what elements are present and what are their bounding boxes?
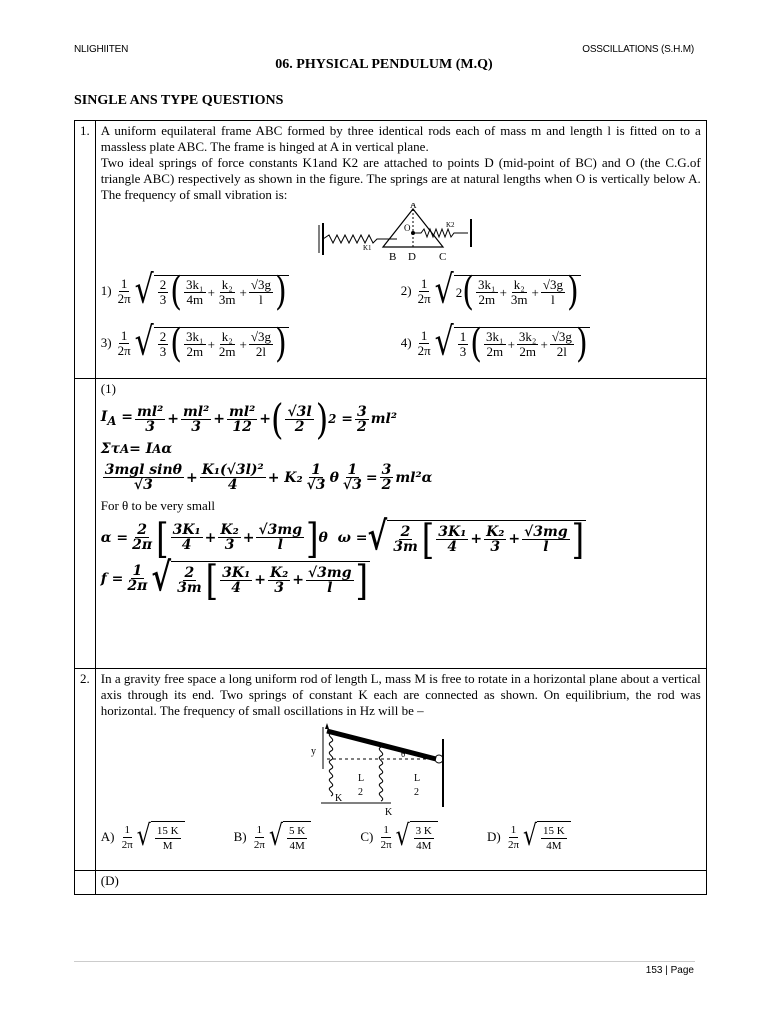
triangle-spring-figure bbox=[101, 203, 701, 263]
header-right: OSSCILLATIONS (S.H.M) bbox=[582, 44, 694, 55]
option-b: B) $\frac{1}{2\pi}$ √ $\frac{5 K}{4M}$ bbox=[234, 821, 312, 853]
footer-divider bbox=[74, 961, 695, 962]
label-l2: L bbox=[413, 773, 420, 784]
spring-k1 bbox=[323, 235, 397, 243]
label-a: A bbox=[409, 203, 417, 210]
label-b: B bbox=[388, 251, 397, 263]
label-k-left: K bbox=[334, 793, 342, 804]
answer-1: (1) bbox=[100, 381, 116, 396]
solution-line-4: For θ to be very small bbox=[100, 498, 215, 513]
questions-table bbox=[74, 120, 707, 895]
options-q1 bbox=[101, 265, 701, 369]
label-y: y bbox=[310, 746, 316, 757]
option-a: A) $\frac{1}{2\pi}$ √ $\frac{15 K}{M}$ bbox=[101, 821, 185, 853]
label-c: C bbox=[438, 251, 447, 263]
solution-line-2: Στ A = I A α bbox=[100, 441, 173, 457]
options-q2 bbox=[101, 821, 571, 853]
option-2: 2) $\frac{1}{2\pi}$ √ 2 ( $\frac{\text{3k₁}}{2m}$ + $\frac{\text{k₂}}{3m}$ + $\frac{√3g}{l}$ ) bbox=[400, 267, 579, 315]
page-title: 06. PHYSICAL PENDULUM (M.Q) bbox=[275, 57, 493, 72]
label-k-mid: K bbox=[384, 807, 392, 818]
label-theta: θ bbox=[400, 749, 406, 759]
label-two-2: 2 bbox=[413, 787, 419, 798]
solution-line-5: α = $\frac{2}{2\pi}$ [ $\frac{\text{3K₁}}{4}$ + $\frac{\text{K₂}}{3}$ + $\frac{√3mg}{l}$ ] θ ω = √ $\frac{2}{3m}$ [ $\frac{\text{3K₁}}{4}$ + $\frac{\text{K₂}}{3}$ + $\frac{√3mg}{l}$ ] bbox=[100, 512, 585, 564]
question-body bbox=[95, 669, 706, 871]
option-c: C) $\frac{1}{2\pi}$ √ $\frac{3 K}{4M}$ bbox=[360, 821, 438, 853]
answer-2: (D) bbox=[95, 871, 706, 895]
label-two-1: 2 bbox=[357, 787, 363, 798]
solution-line-1: $I_A$ = $\frac{\text{ml²}}{3}$ + $\frac{\text{ml²}}{3}$ + $\frac{\text{ml²}}{12}$ + ( $\frac{√3l}{2}$ ) 2 = $\frac{3}{2}$ ml² bbox=[100, 394, 397, 444]
section-title: SINGLE ANS TYPE QUESTIONS bbox=[74, 93, 284, 108]
spring-middle bbox=[379, 747, 382, 801]
solution-line-3: $\frac{\text{3mgl sinθ}}{√3}$ + $\frac{\text{K₁(√3l)²}}{4}$ + K₂ $\frac{1}{√3}$ θ $\frac{1}{√3}$ = $\frac{3}{2}$ ml²α bbox=[104, 462, 433, 493]
question-text: A uniform equilateral frame ABC formed by three identical rods each of mass m and length l is fitted on to a massless plate ABC. The frame is hinged at A in vertical plane. bbox=[100, 123, 701, 154]
label-d: D bbox=[407, 251, 416, 263]
question-row-1 bbox=[75, 121, 707, 379]
label-k1: K1 bbox=[362, 244, 372, 252]
header-left: NLIGHIITEN bbox=[74, 44, 129, 55]
solution-row-1 bbox=[75, 379, 707, 669]
rod-spring-figure bbox=[101, 719, 701, 819]
question-text-2: Two ideal springs of force constants K1and K2 are attached to points D (mid-point of BC) and O (the C.G.of triangle ABC) respectively as shown in the figure. The springs are at natural lengths when O is vertically below A. The frequency of small vibration is: bbox=[100, 155, 701, 202]
solution-body bbox=[95, 379, 706, 669]
option-1: 1) $\frac{1}{2\pi}$ √ $\frac{2}{3}$ ( $\frac{\text{3k₁}}{4m}$ + $\frac{\text{k₂}}{3m}$ + $\frac{√3g}{l}$ ) bbox=[100, 267, 287, 315]
question-number: 1. bbox=[75, 121, 96, 379]
label-l1: L bbox=[357, 773, 364, 784]
label-k2: K2 bbox=[445, 221, 455, 229]
option-3: 3) $\frac{1}{2\pi}$ √ $\frac{2}{3}$ ( $\frac{\text{3k₁}}{2m}$ + $\frac{\text{k₂}}{2m}$ + $\frac{√3g}{2l}$ ) bbox=[100, 319, 287, 367]
option-d: D) $\frac{1}{2\pi}$ √ $\frac{15 K}{4M}$ bbox=[487, 821, 571, 853]
question-row-2 bbox=[75, 669, 707, 871]
question-body bbox=[95, 121, 706, 379]
question-number: 2. bbox=[75, 669, 96, 871]
solution-row-2 bbox=[75, 871, 707, 895]
page-number: 153 | Page bbox=[645, 965, 694, 976]
spring-k2 bbox=[413, 229, 468, 237]
label-o: O bbox=[403, 223, 411, 233]
spring-left bbox=[329, 733, 332, 796]
question-text: In a gravity free space a long uniform rod of length L, mass M is free to rotate in a horizontal plane about a vertical axis through its end. Two springs of constant K each are connected as shown. On equilibrium, the rod was horizontal. The frequency of small oscillations in Hz will be – bbox=[100, 671, 701, 718]
solution-line-6: f = $\frac{1}{2\pi}$ √ $\frac{2}{3m}$ [ $\frac{\text{3K₁}}{4}$ + $\frac{\text{K₂}}{3}$ + $\frac{√3mg}{l}$ ] bbox=[100, 555, 369, 605]
option-4: 4) $\frac{1}{2\pi}$ √ $\frac{1}{3}$ ( $\frac{\text{3k₁}}{2m}$ + $\frac{\text{3k₂}}{2m}$ + $\frac{√3g}{2l}$ ) bbox=[400, 319, 588, 367]
